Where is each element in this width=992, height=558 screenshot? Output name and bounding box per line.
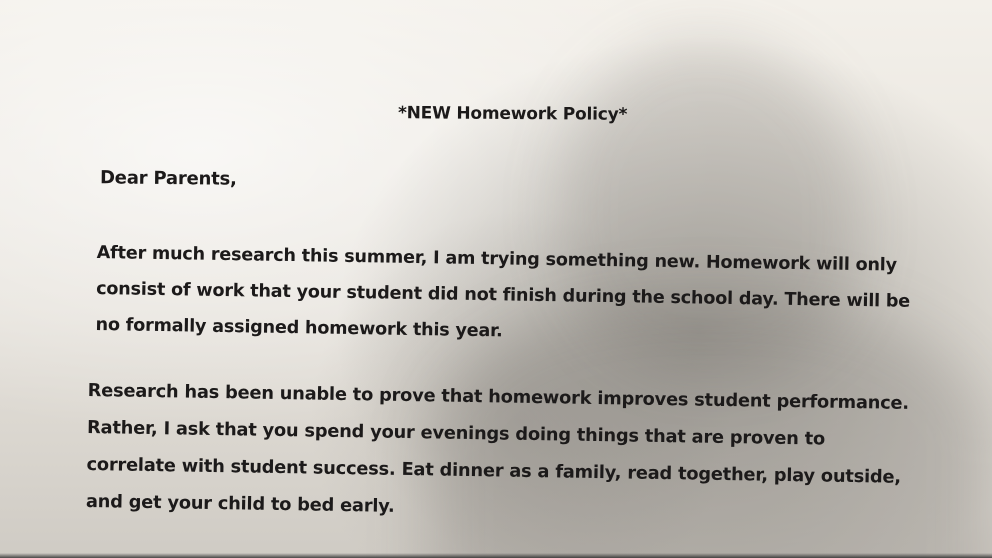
letter-paragraph-1: [95, 235, 911, 356]
paragraph-1-line: After much research this summer, I am trying something new. Homework will only: [96, 242, 897, 276]
letter-title: *NEW Homework Policy*: [397, 103, 628, 125]
paragraph-1-line: no formally assigned homework this year.: [95, 314, 503, 342]
paragraph-2-line: Rather, I ask that you spend your evenings doing things that are proven to: [86, 416, 826, 450]
paragraph-2-line: correlate with student success. Eat dinner as a family, read together, play outside,: [86, 453, 902, 488]
table-edge: [0, 553, 992, 558]
paragraph-2-line: and get your child to bed early.: [85, 490, 395, 517]
paragraph-1-line: consist of work that your student did not finish during the school day. There will be: [95, 278, 911, 312]
letter-paragraph-2: [86, 372, 910, 533]
letter-greeting: Dear Parents,: [99, 167, 237, 190]
paragraph-2-line: Research has been unable to prove that homework improves student performance.: [87, 379, 910, 414]
